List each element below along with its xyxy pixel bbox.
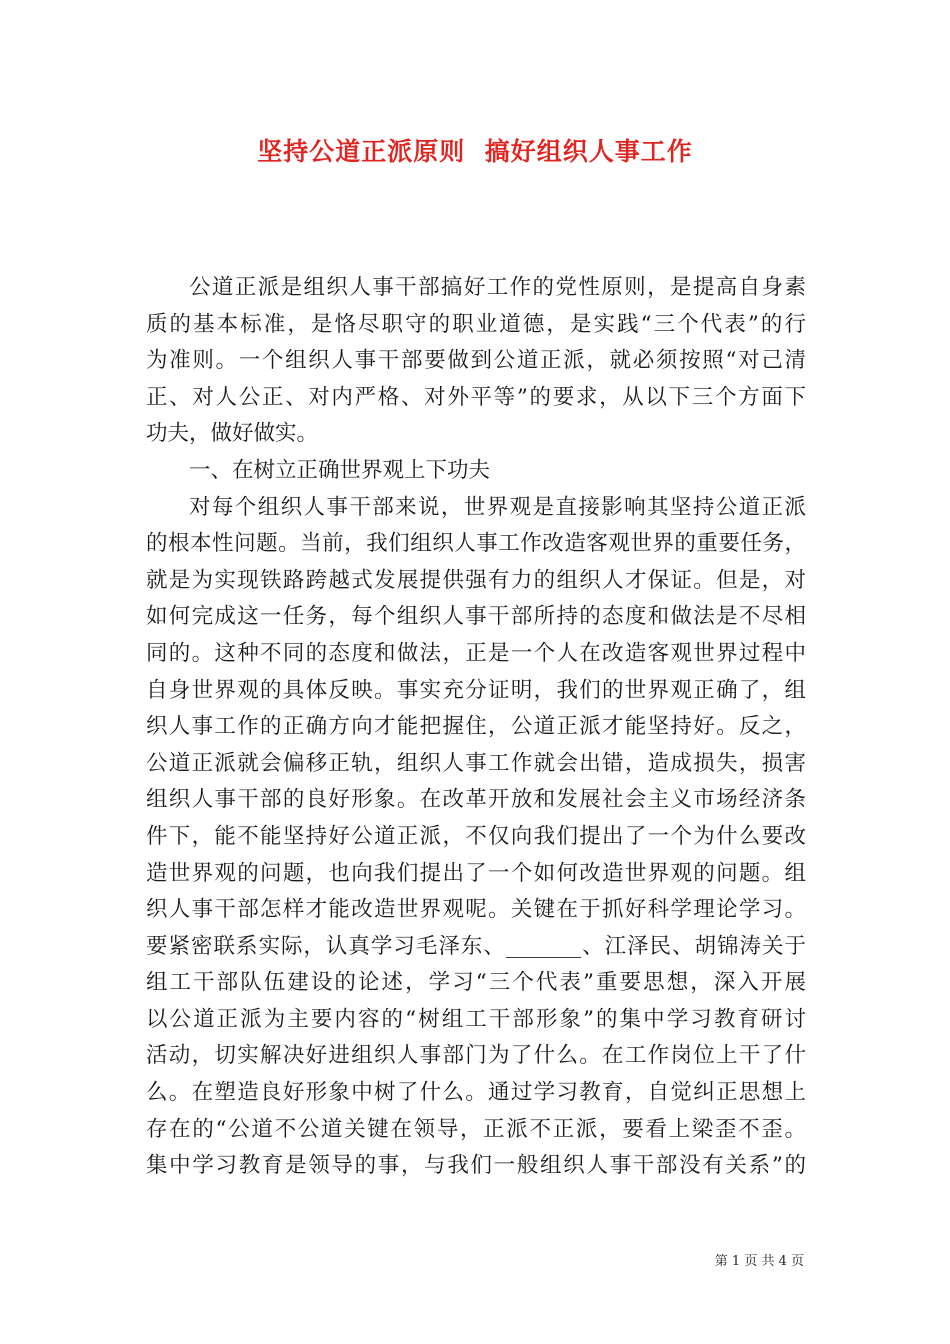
text-line: 集中学习教育是领导的事，与我们一般组织人事干部没有关系”的 (146, 1153, 806, 1179)
text-line: 件下，能不能坚持好公道正派，不仅向我们提出了一个为什么要改 (146, 823, 806, 849)
text-line: 织人事工作的正确方向才能把握住，公道正派才能坚持好。反之， (146, 714, 806, 740)
text-line: 以公道正派为主要内容的“树组工干部形象”的集中学习教育研讨 (146, 1006, 806, 1032)
text-line: 要紧密联系实际，认真学习毛泽东、_______、江泽民、胡锦涛关于 (146, 933, 806, 959)
text-line: 正、对人公正、对内严格、对外平等”的要求，从以下三个方面下 (146, 384, 806, 410)
text-line: 同的。这种不同的态度和做法，正是一个人在改造客观世界过程中 (146, 640, 806, 666)
text-line: 自身世界观的具体反映。事实充分证明，我们的世界观正确了，组 (146, 677, 806, 703)
text-line: 为准则。一个组织人事干部要做到公道正派，就必须按照“对己清 (146, 348, 806, 374)
text-line: 公道正派就会偏移正轨，组织人事工作就会出错，造成损失，损害 (146, 750, 806, 776)
text-line: 就是为实现铁路跨越式发展提供强有力的组织人才保证。但是，对 (146, 567, 806, 593)
text-line: 活动，切实解决好进组织人事部门为了什么。在工作岗位上干了什 (146, 1043, 806, 1069)
text-line: 织人事干部怎样才能改造世界观呢。关键在于抓好科学理论学习。 (146, 897, 806, 923)
text-line: 造世界观的问题，也向我们提出了一个如何改造世界观的问题。组 (146, 860, 806, 886)
document-body (146, 270, 806, 1185)
text-line: 对每个组织人事干部来说，世界观是直接影响其坚持公道正派 (189, 494, 806, 520)
text-line: 质的基本标准，是恪尽职守的职业道德，是实践“三个代表”的行 (146, 311, 806, 337)
page-number: 第 1 页 共 4 页 (714, 1254, 804, 1269)
text-line: 的根本性问题。当前，我们组织人事工作改造客观世界的重要任务， (146, 531, 806, 557)
text-line: 一、在树立正确世界观上下功夫 (189, 457, 491, 483)
page-title: 坚持公道正派原则 搞好组织人事工作 (257, 137, 693, 166)
text-line: 如何完成这一任务，每个组织人事干部所持的态度和做法是不尽相 (146, 604, 806, 630)
text-line: 功夫，做好做实。 (146, 421, 319, 447)
text-line: 么。在塑造良好形象中树了什么。通过学习教育，自觉纠正思想上 (146, 1080, 806, 1106)
text-line: 组织人事干部的良好形象。在改革开放和发展社会主义市场经济条 (146, 787, 806, 813)
text-line: 公道正派是组织人事干部搞好工作的党性原则，是提高自身素 (189, 275, 806, 300)
text-line: 存在的“公道不公道关键在领导，正派不正派，要看上梁歪不歪。 (146, 1116, 806, 1142)
text-line: 组工干部队伍建设的论述，学习“三个代表”重要思想，深入开展 (146, 970, 806, 996)
